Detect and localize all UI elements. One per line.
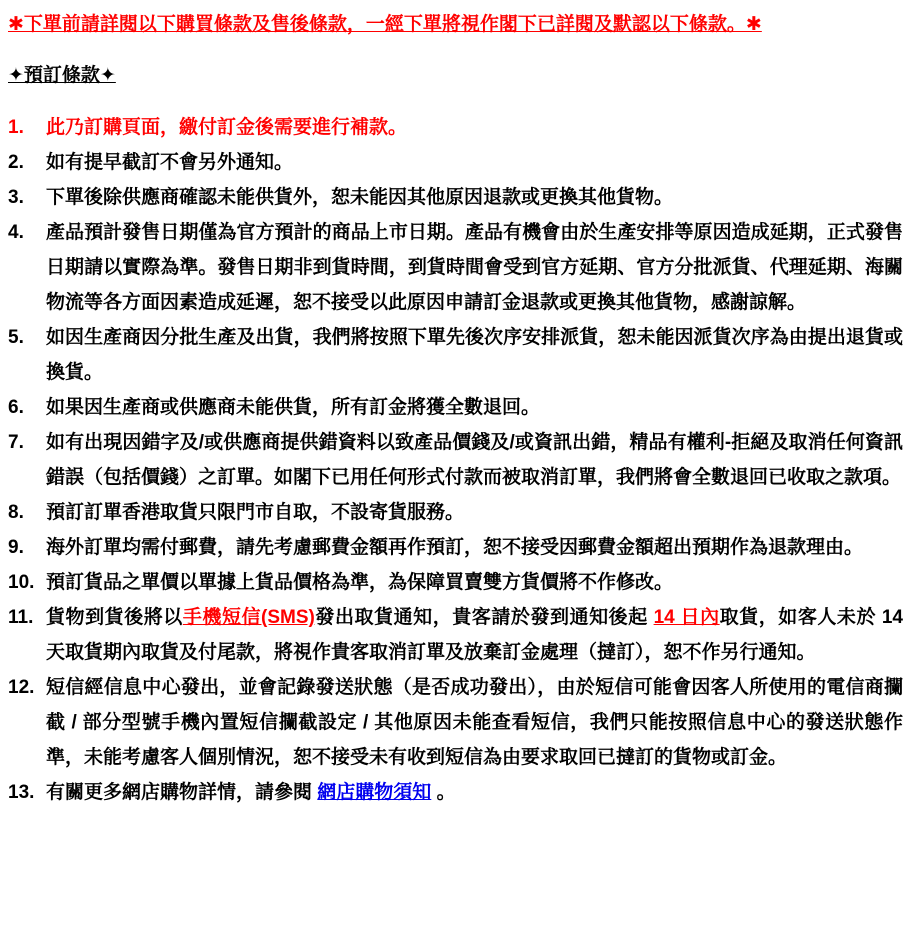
page-title: ✱下單前請詳閱以下購買條款及售後條款，一經下單將視作閣下已詳閱及默認以下條款。✱	[8, 14, 762, 35]
term-segment: 發出取貨通知，貴客請於發到通知後起	[314, 607, 654, 628]
term-segment: 。	[431, 782, 456, 803]
term-segment: 貨物到貨後將以	[46, 607, 183, 628]
term-text	[46, 670, 903, 775]
term-segment: 如因生產商因分批生產及出貨，我們將按照下單先後次序安排派貨，恕未能因派貨次序為由提出退貨或換貨。	[46, 327, 903, 383]
shop-guide-link[interactable]: 網店購物須知	[317, 782, 432, 803]
term-segment: 取貨，如客人未於 14 天取貨期內取貨及付尾款，將視作貴客取消訂單及放棄訂金處理（撻訂），恕不作另行通知。	[46, 607, 903, 663]
term-item	[8, 495, 903, 530]
term-text	[46, 425, 903, 495]
term-number: 1.	[8, 117, 24, 138]
term-item	[8, 110, 903, 145]
term-text	[46, 775, 903, 810]
term-number: 2.	[8, 152, 24, 173]
term-number: 13.	[8, 782, 35, 803]
term-segment: 手機短信(SMS)	[182, 607, 315, 628]
term-number: 10.	[8, 572, 35, 593]
term-item	[8, 215, 903, 320]
term-text	[46, 180, 903, 215]
terms-list	[8, 110, 903, 810]
term-segment: 預訂訂單香港取貨只限門市自取，不設寄貨服務。	[46, 502, 465, 523]
term-segment: 14 日內	[653, 607, 720, 628]
term-text	[46, 600, 903, 670]
term-segment: 預訂貨品之單價以單據上貨品價格為準，為保障買賣雙方貨價將不作修改。	[46, 572, 674, 593]
term-text	[46, 530, 903, 565]
section-heading: ✦預訂條款✦	[8, 65, 116, 86]
term-segment: 下單後除供應商確認未能供貨外，恕未能因其他原因退款或更換其他貨物。	[46, 187, 674, 208]
term-number: 3.	[8, 187, 24, 208]
term-segment: 產品預計發售日期僅為官方預計的商品上市日期。產品有機會由於生產安排等原因造成延期，正式發售日期請以實際為準。發售日期非到貨時間，到貨時間會受到官方延期、官方分批派貨、代理延期、海關物流等各方面因素造成延遲，恕不接受以此原因申請訂金退款或更換其他貨物，感謝諒解。	[46, 222, 903, 313]
term-number: 11.	[8, 607, 34, 628]
term-number: 12.	[8, 677, 35, 698]
term-segment: 如果因生產商或供應商未能供貨，所有訂金將獲全數退回。	[46, 397, 541, 418]
term-segment: 短信經信息中心發出，並會記錄發送狀態（是否成功發出），由於短信可能會因客人所使用的電信商攔截 / 部分型號手機內置短信攔截設定 / 其他原因未能查看短信，我們只能按照信息中心的發送狀態作準，未能考慮客人個別情況，恕不接受未有收到短信為由要求取回已撻訂的貨物或訂金。	[46, 677, 903, 768]
term-number: 6.	[8, 397, 24, 418]
term-item	[8, 670, 903, 775]
term-number: 8.	[8, 502, 24, 523]
term-text	[46, 145, 903, 180]
term-segment: 有關更多網店購物詳情，請參閱	[46, 782, 318, 803]
term-item	[8, 320, 903, 390]
term-item	[8, 390, 903, 425]
term-item	[8, 600, 903, 670]
term-item	[8, 565, 903, 600]
term-segment: 如有出現因錯字及/或供應商提供錯資料以致產品價錢及/或資訊出錯，精品有權利-拒絕及取消任何資訊錯誤（包括價錢）之訂單。如閣下已用任何形式付款而被取消訂單，我們將會全數退回已收取之款項。	[46, 432, 903, 488]
term-item	[8, 425, 903, 495]
term-text	[46, 390, 903, 425]
term-item	[8, 775, 903, 810]
term-number: 9.	[8, 537, 24, 558]
term-segment: 海外訂單均需付郵費，請先考慮郵費金額再作預訂，恕不接受因郵費金額超出預期作為退款理由。	[46, 537, 864, 558]
term-number: 7.	[8, 432, 24, 453]
term-text	[46, 215, 903, 320]
term-number: 5.	[8, 327, 24, 348]
term-segment: 此乃訂購頁面，繳付訂金後需要進行補款。	[46, 117, 408, 138]
term-text	[46, 565, 903, 600]
term-number: 4.	[8, 222, 24, 243]
term-item	[8, 530, 903, 565]
term-segment: 如有提早截訂不會另外通知。	[46, 152, 294, 173]
term-text	[46, 110, 903, 145]
term-item	[8, 145, 903, 180]
term-item	[8, 180, 903, 215]
term-text	[46, 495, 903, 530]
term-text	[46, 320, 903, 390]
